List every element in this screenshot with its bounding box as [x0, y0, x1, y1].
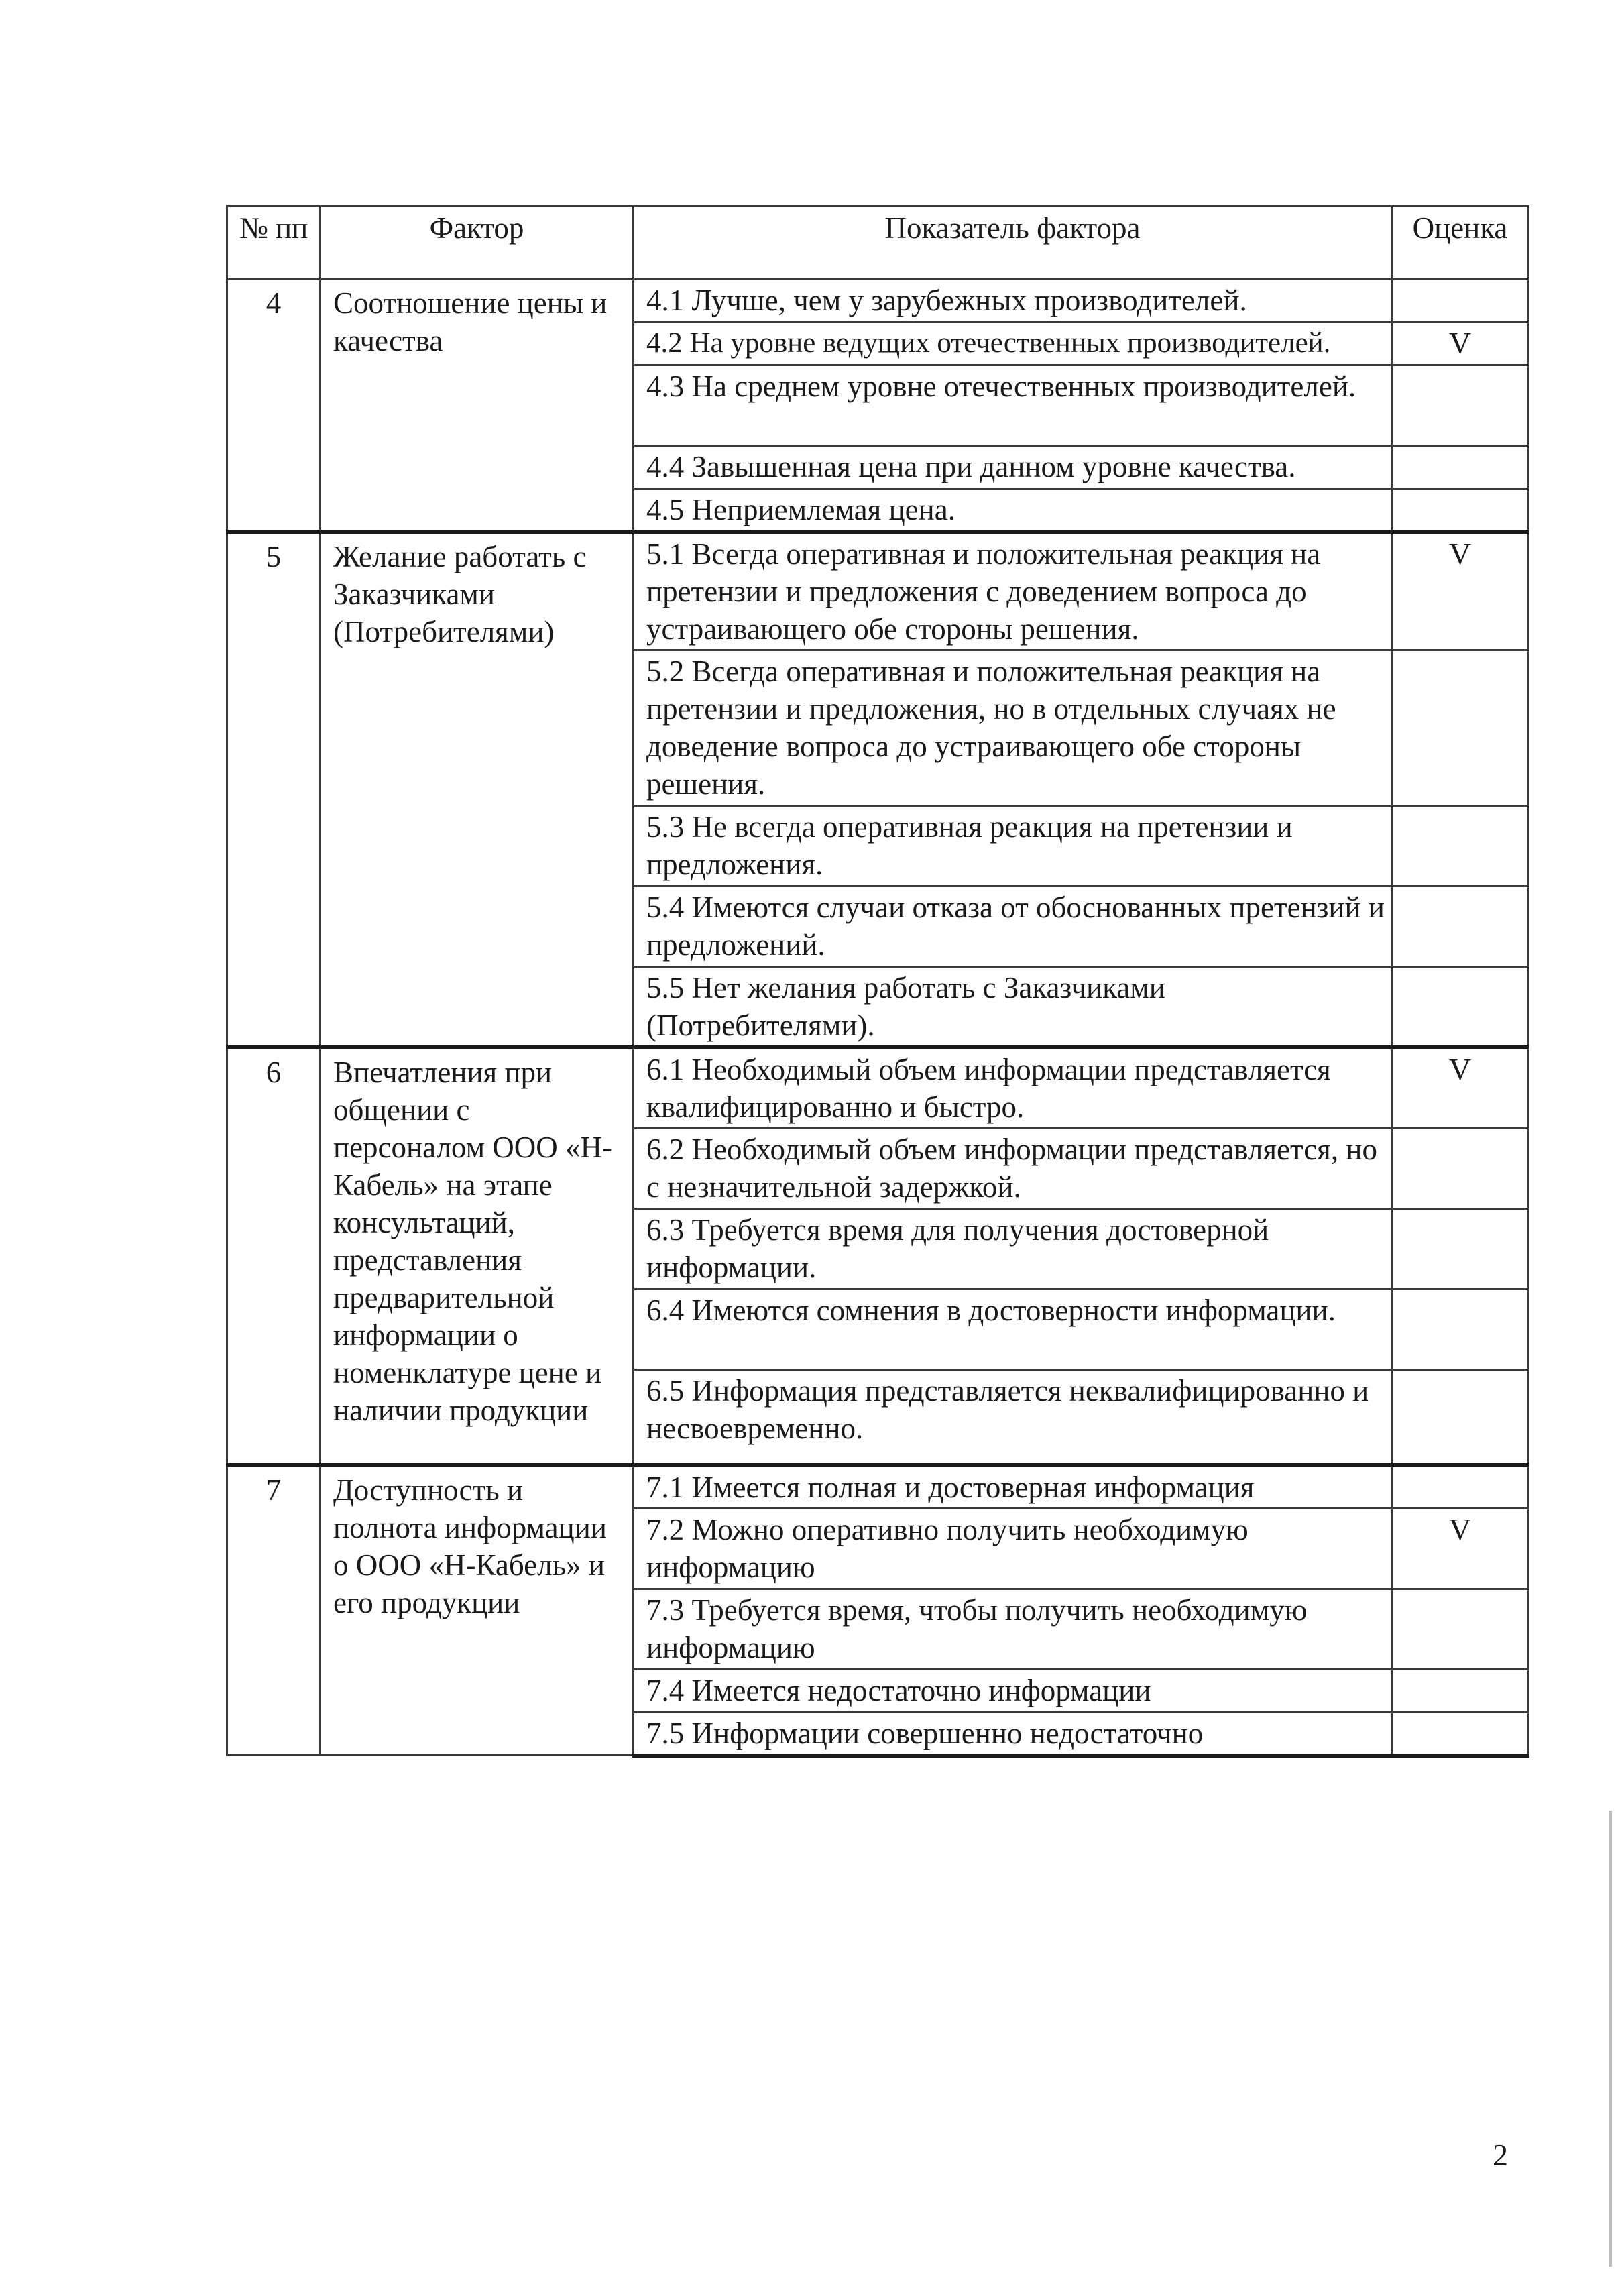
grade-cell: V	[1392, 532, 1529, 650]
indicator-text: 5.4 Имеются случаи отказа от обоснованных претензий и предложений.	[634, 886, 1392, 967]
indicator-text: 7.3 Требуется время, чтобы получить необходимую информацию	[634, 1589, 1392, 1669]
indicator-text: 7.1 Имеется полная и достоверная информация	[634, 1465, 1392, 1509]
table-row	[227, 280, 1529, 323]
indicator-text: 4.4 Завышенная цена при данном уровне качества.	[634, 446, 1392, 489]
grade-cell	[1392, 886, 1529, 967]
indicator-text: 6.3 Требуется время для получения достоверной информации.	[634, 1209, 1392, 1290]
indicator-text: 6.4 Имеются сомнения в достоверности информации.	[634, 1290, 1392, 1370]
grade-cell	[1392, 806, 1529, 886]
grade-cell	[1392, 280, 1529, 323]
factor-name: Соотношение цены и качества	[321, 280, 634, 532]
factor-number: 5	[227, 532, 321, 1047]
indicator-text: 7.5 Информации совершенно недостаточно	[634, 1712, 1392, 1756]
grade-cell	[1392, 1465, 1529, 1509]
indicator-text: 7.4 Имеется недостаточно информации	[634, 1669, 1392, 1712]
factor-name: Доступность и полнота информации о ООО «Н-Кабель» и его продукции	[321, 1465, 634, 1756]
table-row	[227, 1465, 1529, 1509]
grade-cell	[1392, 1370, 1529, 1465]
header-factor: Фактор	[321, 206, 634, 280]
grade-cell: V	[1392, 1508, 1529, 1589]
grade-cell	[1392, 1129, 1529, 1209]
indicator-text: 7.2 Можно оперативно получить необходимую информацию	[634, 1508, 1392, 1589]
indicator-text: 4.3 На среднем уровне отечественных производителей.	[634, 365, 1392, 446]
indicator-text: 4.5 Неприемлемая цена.	[634, 489, 1392, 532]
header-indicator: Показатель фактора	[634, 206, 1392, 280]
factor-number: 7	[227, 1465, 321, 1756]
indicator-text: 6.5 Информация представляется неквалифицированно и несвоевременно.	[634, 1370, 1392, 1465]
page-number: 2	[1493, 2138, 1508, 2172]
page-edge-shadow	[1609, 1811, 1612, 2267]
indicator-text: 6.2 Необходимый объем информации представляется, но с незначительной задержкой.	[634, 1129, 1392, 1209]
grade-cell	[1392, 1290, 1529, 1370]
header-num: № пп	[227, 206, 321, 280]
indicator-text: 4.1 Лучше, чем у зарубежных производителей.	[634, 280, 1392, 323]
grade-cell	[1392, 650, 1529, 806]
table-header-row	[227, 206, 1529, 280]
factor-name: Впечатления при общении с персоналом ООО «Н-Кабель» на этапе консультаций, представления предварительной информации о номенклатуре цене и наличии продукции	[321, 1047, 634, 1465]
indicator-text: 5.2 Всегда оперативная и положительная реакция на претензии и предложения, но в отдельных случаях не доведение вопроса до устраивающего обе стороны решения.	[634, 650, 1392, 806]
grade-cell: V	[1392, 1047, 1529, 1129]
factor-number: 4	[227, 280, 321, 532]
table-row	[227, 532, 1529, 650]
table-row	[227, 1047, 1529, 1129]
evaluation-table	[226, 205, 1529, 1758]
grade-cell	[1392, 365, 1529, 446]
grade-cell	[1392, 1589, 1529, 1669]
factor-name: Желание работать с Заказчиками (Потребителями)	[321, 532, 634, 1047]
indicator-text: 4.2 На уровне ведущих отечественных производителей.	[634, 323, 1392, 365]
grade-cell	[1392, 1712, 1529, 1756]
grade-cell	[1392, 1209, 1529, 1290]
grade-cell	[1392, 967, 1529, 1048]
header-grade: Оценка	[1392, 206, 1529, 280]
indicator-text: 5.3 Не всегда оперативная реакция на претензии и предложения.	[634, 806, 1392, 886]
grade-cell: V	[1392, 323, 1529, 365]
factor-number: 6	[227, 1047, 321, 1465]
indicator-text: 5.5 Нет желания работать с Заказчиками (Потребителями).	[634, 967, 1392, 1048]
indicator-text: 5.1 Всегда оперативная и положительная реакция на претензии и предложения с доведением вопроса до устраивающего обе стороны решения.	[634, 532, 1392, 650]
indicator-text: 6.1 Необходимый объем информации представляется квалифицированно и быстро.	[634, 1047, 1392, 1129]
grade-cell	[1392, 446, 1529, 489]
grade-cell	[1392, 1669, 1529, 1712]
grade-cell	[1392, 489, 1529, 532]
